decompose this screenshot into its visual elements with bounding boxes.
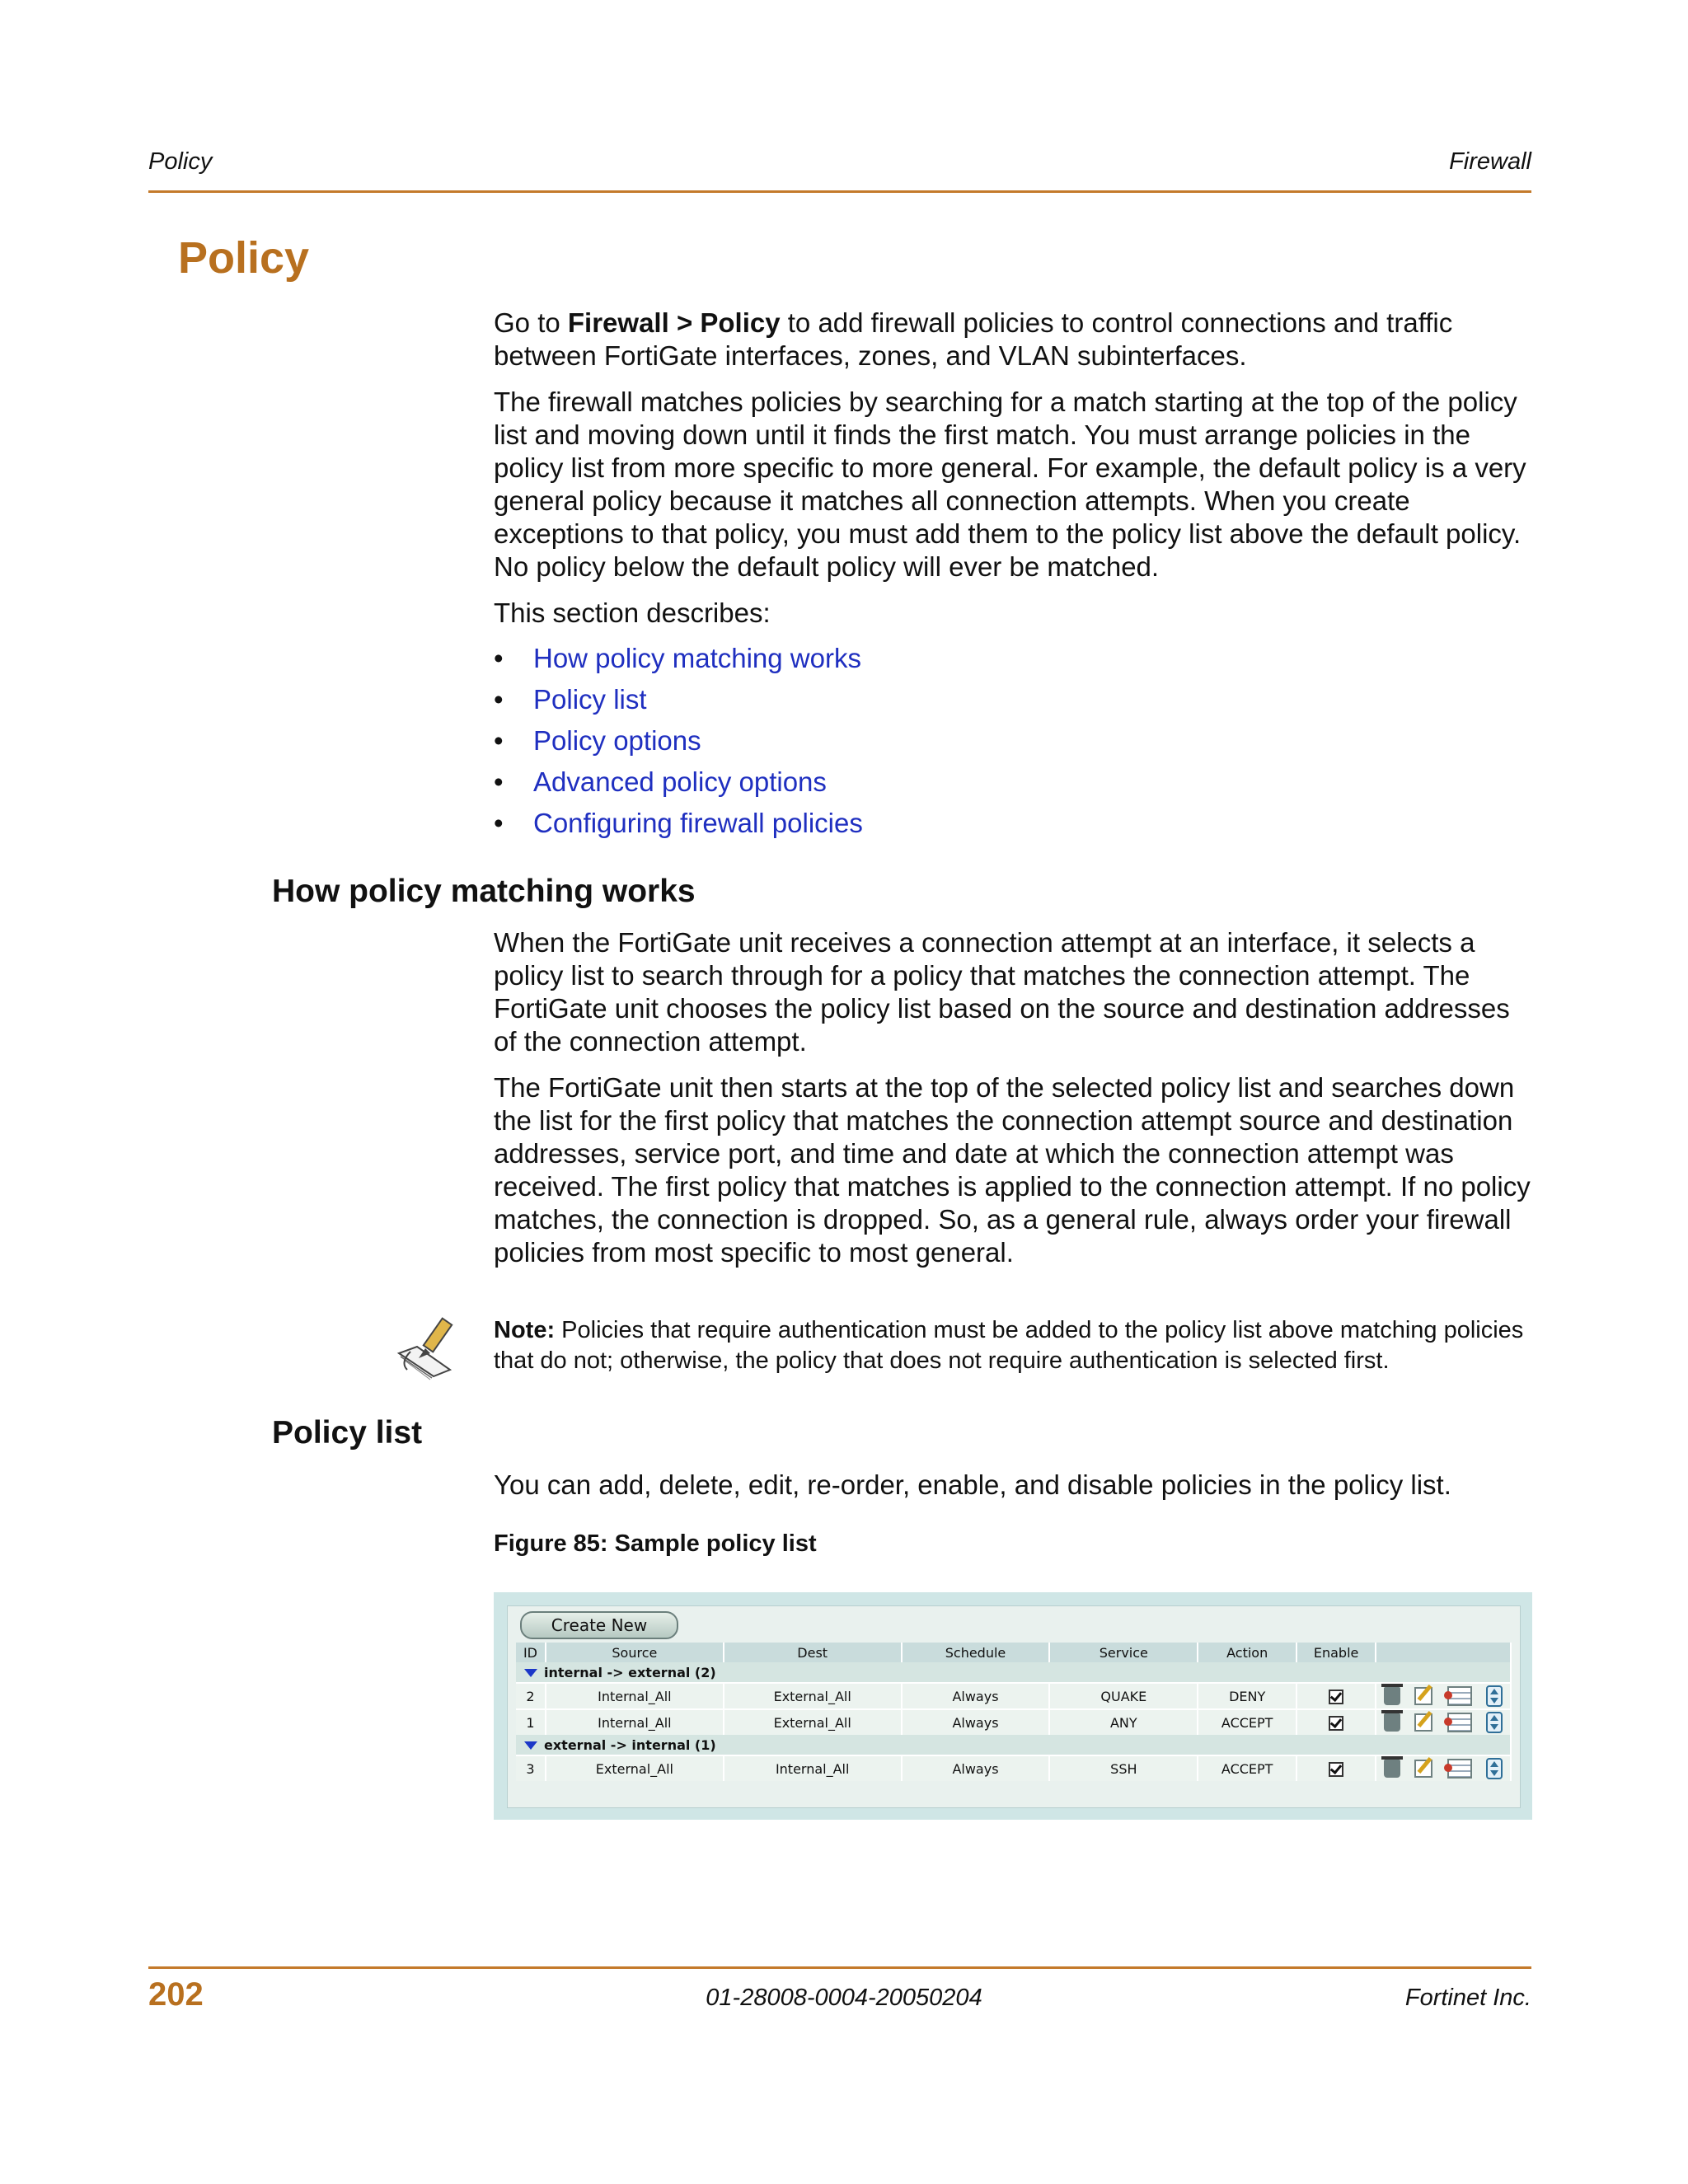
section-link-list [494, 638, 1483, 844]
cell-service: ANY [1049, 1709, 1198, 1735]
cell-source: External_All [546, 1755, 724, 1781]
cell-source: Internal_All [546, 1709, 724, 1735]
note-label: Note: [494, 1317, 556, 1343]
bullet: • [494, 808, 504, 838]
column-header-service[interactable]: Service [1049, 1643, 1198, 1662]
cell-action: ACCEPT [1198, 1755, 1296, 1781]
cell-row-actions [1376, 1709, 1511, 1735]
cell-enable [1296, 1683, 1376, 1709]
cell-id: 3 [516, 1755, 546, 1781]
link-how-policy-matching-works[interactable]: How policy matching works [533, 643, 861, 673]
cell-service: SSH [1049, 1755, 1198, 1781]
list-item [494, 803, 1483, 844]
cell-dest: External_All [724, 1709, 902, 1735]
cell-row-actions [1376, 1683, 1511, 1709]
section2-paragraph-1: You can add, delete, edit, re-order, enable, and disable policies in the policy list. [494, 1469, 1451, 1500]
cell-action: ACCEPT [1198, 1709, 1296, 1735]
column-header-dest[interactable]: Dest [724, 1643, 902, 1662]
link-policy-list[interactable]: Policy list [533, 684, 647, 715]
link-advanced-policy-options[interactable]: Advanced policy options [533, 766, 827, 797]
move-icon[interactable] [1486, 1758, 1503, 1779]
create-new-button[interactable]: Create New [520, 1611, 678, 1639]
bullet: • [494, 643, 504, 673]
column-header-enable[interactable]: Enable [1296, 1643, 1376, 1662]
enable-checkbox[interactable] [1329, 1716, 1343, 1731]
page-title: Policy [178, 233, 310, 283]
table-row [516, 1709, 1511, 1735]
page-number: 202 [148, 1976, 204, 2013]
section-heading-policy-matching: How policy matching works [272, 874, 696, 909]
intro-p1-post: to add firewall policies to control connections and traffic between FortiGate interfaces, zones, and VLAN subinterfaces. [494, 307, 1453, 371]
list-item [494, 638, 1483, 679]
group-toggle[interactable] [516, 1735, 1511, 1755]
bullet: • [494, 766, 504, 797]
section2-text [494, 1469, 1534, 1515]
column-header-id[interactable]: ID [516, 1643, 546, 1662]
enable-checkbox[interactable] [1329, 1690, 1343, 1704]
table-header-row [516, 1643, 1511, 1662]
running-header-right: Firewall [1449, 148, 1531, 175]
note-text [494, 1315, 1534, 1376]
move-icon[interactable] [1486, 1712, 1503, 1733]
insert-policy-icon[interactable] [1447, 1713, 1472, 1732]
document-id: 01-28008-0004-20050204 [706, 1985, 982, 2011]
cell-service: QUAKE [1049, 1683, 1198, 1709]
edit-icon[interactable] [1414, 1760, 1432, 1778]
enable-checkbox[interactable] [1329, 1762, 1343, 1777]
menu-path: Firewall > Policy [567, 307, 781, 338]
table-row [516, 1755, 1511, 1781]
cell-action: DENY [1198, 1683, 1296, 1709]
list-item [494, 720, 1483, 762]
column-header-source[interactable]: Source [546, 1643, 724, 1662]
column-header-schedule[interactable]: Schedule [902, 1643, 1050, 1662]
expand-triangle-icon[interactable] [524, 1669, 537, 1677]
column-header-actions [1376, 1643, 1511, 1662]
cell-enable [1296, 1755, 1376, 1781]
policy-table [516, 1643, 1512, 1781]
cell-schedule: Always [902, 1683, 1050, 1709]
group-toggle[interactable] [516, 1662, 1511, 1683]
intro-paragraph-3: This section describes: [494, 598, 771, 628]
policy-list-panel [507, 1605, 1521, 1808]
intro-paragraph-2: The firewall matches policies by searching for a match starting at the top of the policy list and moving down until it finds the first match. You must arrange policies in the policy list from more specific to more general. For example, the default policy is a very general policy because it matches all connection attempts. When you create exceptions to that policy, you must add them to the policy list above the default policy. No policy below the default policy will ever be matched. [494, 387, 1526, 582]
list-item [494, 679, 1483, 720]
cell-schedule: Always [902, 1755, 1050, 1781]
cell-row-actions [1376, 1755, 1511, 1781]
cell-enable [1296, 1709, 1376, 1735]
policy-list-screenshot [494, 1592, 1532, 1820]
header-rule [148, 190, 1531, 193]
bullet: • [494, 684, 504, 715]
insert-policy-icon[interactable] [1447, 1686, 1472, 1706]
move-icon[interactable] [1486, 1685, 1503, 1707]
edit-icon[interactable] [1414, 1687, 1432, 1705]
group-label: internal -> external (2) [544, 1664, 716, 1680]
cell-schedule: Always [902, 1709, 1050, 1735]
footer-rule [148, 1966, 1531, 1969]
delete-icon[interactable] [1384, 1713, 1400, 1732]
section1-paragraph-1: When the FortiGate unit receives a connection attempt at an interface, it selects a policy list to search through for a policy that matches the connection attempt. The FortiGate unit chooses the policy list based on the source and destination addresses of the connection attempt. [494, 927, 1510, 1057]
note-body: Policies that require authentication must be added to the policy list above matching policies that do not; otherwise, the policy that does not require authentication is selected first. [494, 1317, 1524, 1374]
section1-paragraph-2: The FortiGate unit then starts at the top of the selected policy list and searches down the list for the first policy that matches the connection attempt source and destination addresses, service port, and time and date at which the connection attempt was received. The first policy that matches is applied to the connection attempt. If no policy matches, the connection is dropped. So, as a general rule, always order your firewall policies from most specific to most general. [494, 1072, 1531, 1268]
company-name: Fortinet Inc. [1404, 1985, 1531, 2011]
table-row [516, 1683, 1511, 1709]
group-label: external -> internal (1) [544, 1736, 716, 1753]
column-header-action[interactable]: Action [1198, 1643, 1296, 1662]
intro-p1-pre: Go to [494, 307, 568, 338]
edit-icon[interactable] [1414, 1713, 1432, 1732]
group-row-external-internal[interactable] [516, 1735, 1511, 1755]
insert-policy-icon[interactable] [1447, 1759, 1472, 1779]
bullet: • [494, 725, 504, 756]
figure-caption: Figure 85: Sample policy list [494, 1530, 817, 1557]
cell-dest: Internal_All [724, 1755, 902, 1781]
list-item [494, 762, 1483, 803]
intro-text [494, 307, 1534, 643]
link-policy-options[interactable]: Policy options [533, 725, 701, 756]
cell-dest: External_All [724, 1683, 902, 1709]
link-configuring-firewall-policies[interactable]: Configuring firewall policies [533, 808, 863, 838]
section-heading-policy-list: Policy list [272, 1415, 423, 1451]
cell-source: Internal_All [546, 1683, 724, 1709]
note-pencil-icon [392, 1310, 467, 1385]
delete-icon[interactable] [1384, 1760, 1400, 1778]
group-row-internal-external[interactable] [516, 1662, 1511, 1683]
section1-text [494, 926, 1534, 1282]
cell-id: 1 [516, 1709, 546, 1735]
expand-triangle-icon[interactable] [524, 1741, 537, 1750]
delete-icon[interactable] [1384, 1687, 1400, 1705]
cell-id: 2 [516, 1683, 546, 1709]
intro-paragraph-1 [494, 307, 1534, 373]
running-header-left: Policy [148, 148, 213, 175]
